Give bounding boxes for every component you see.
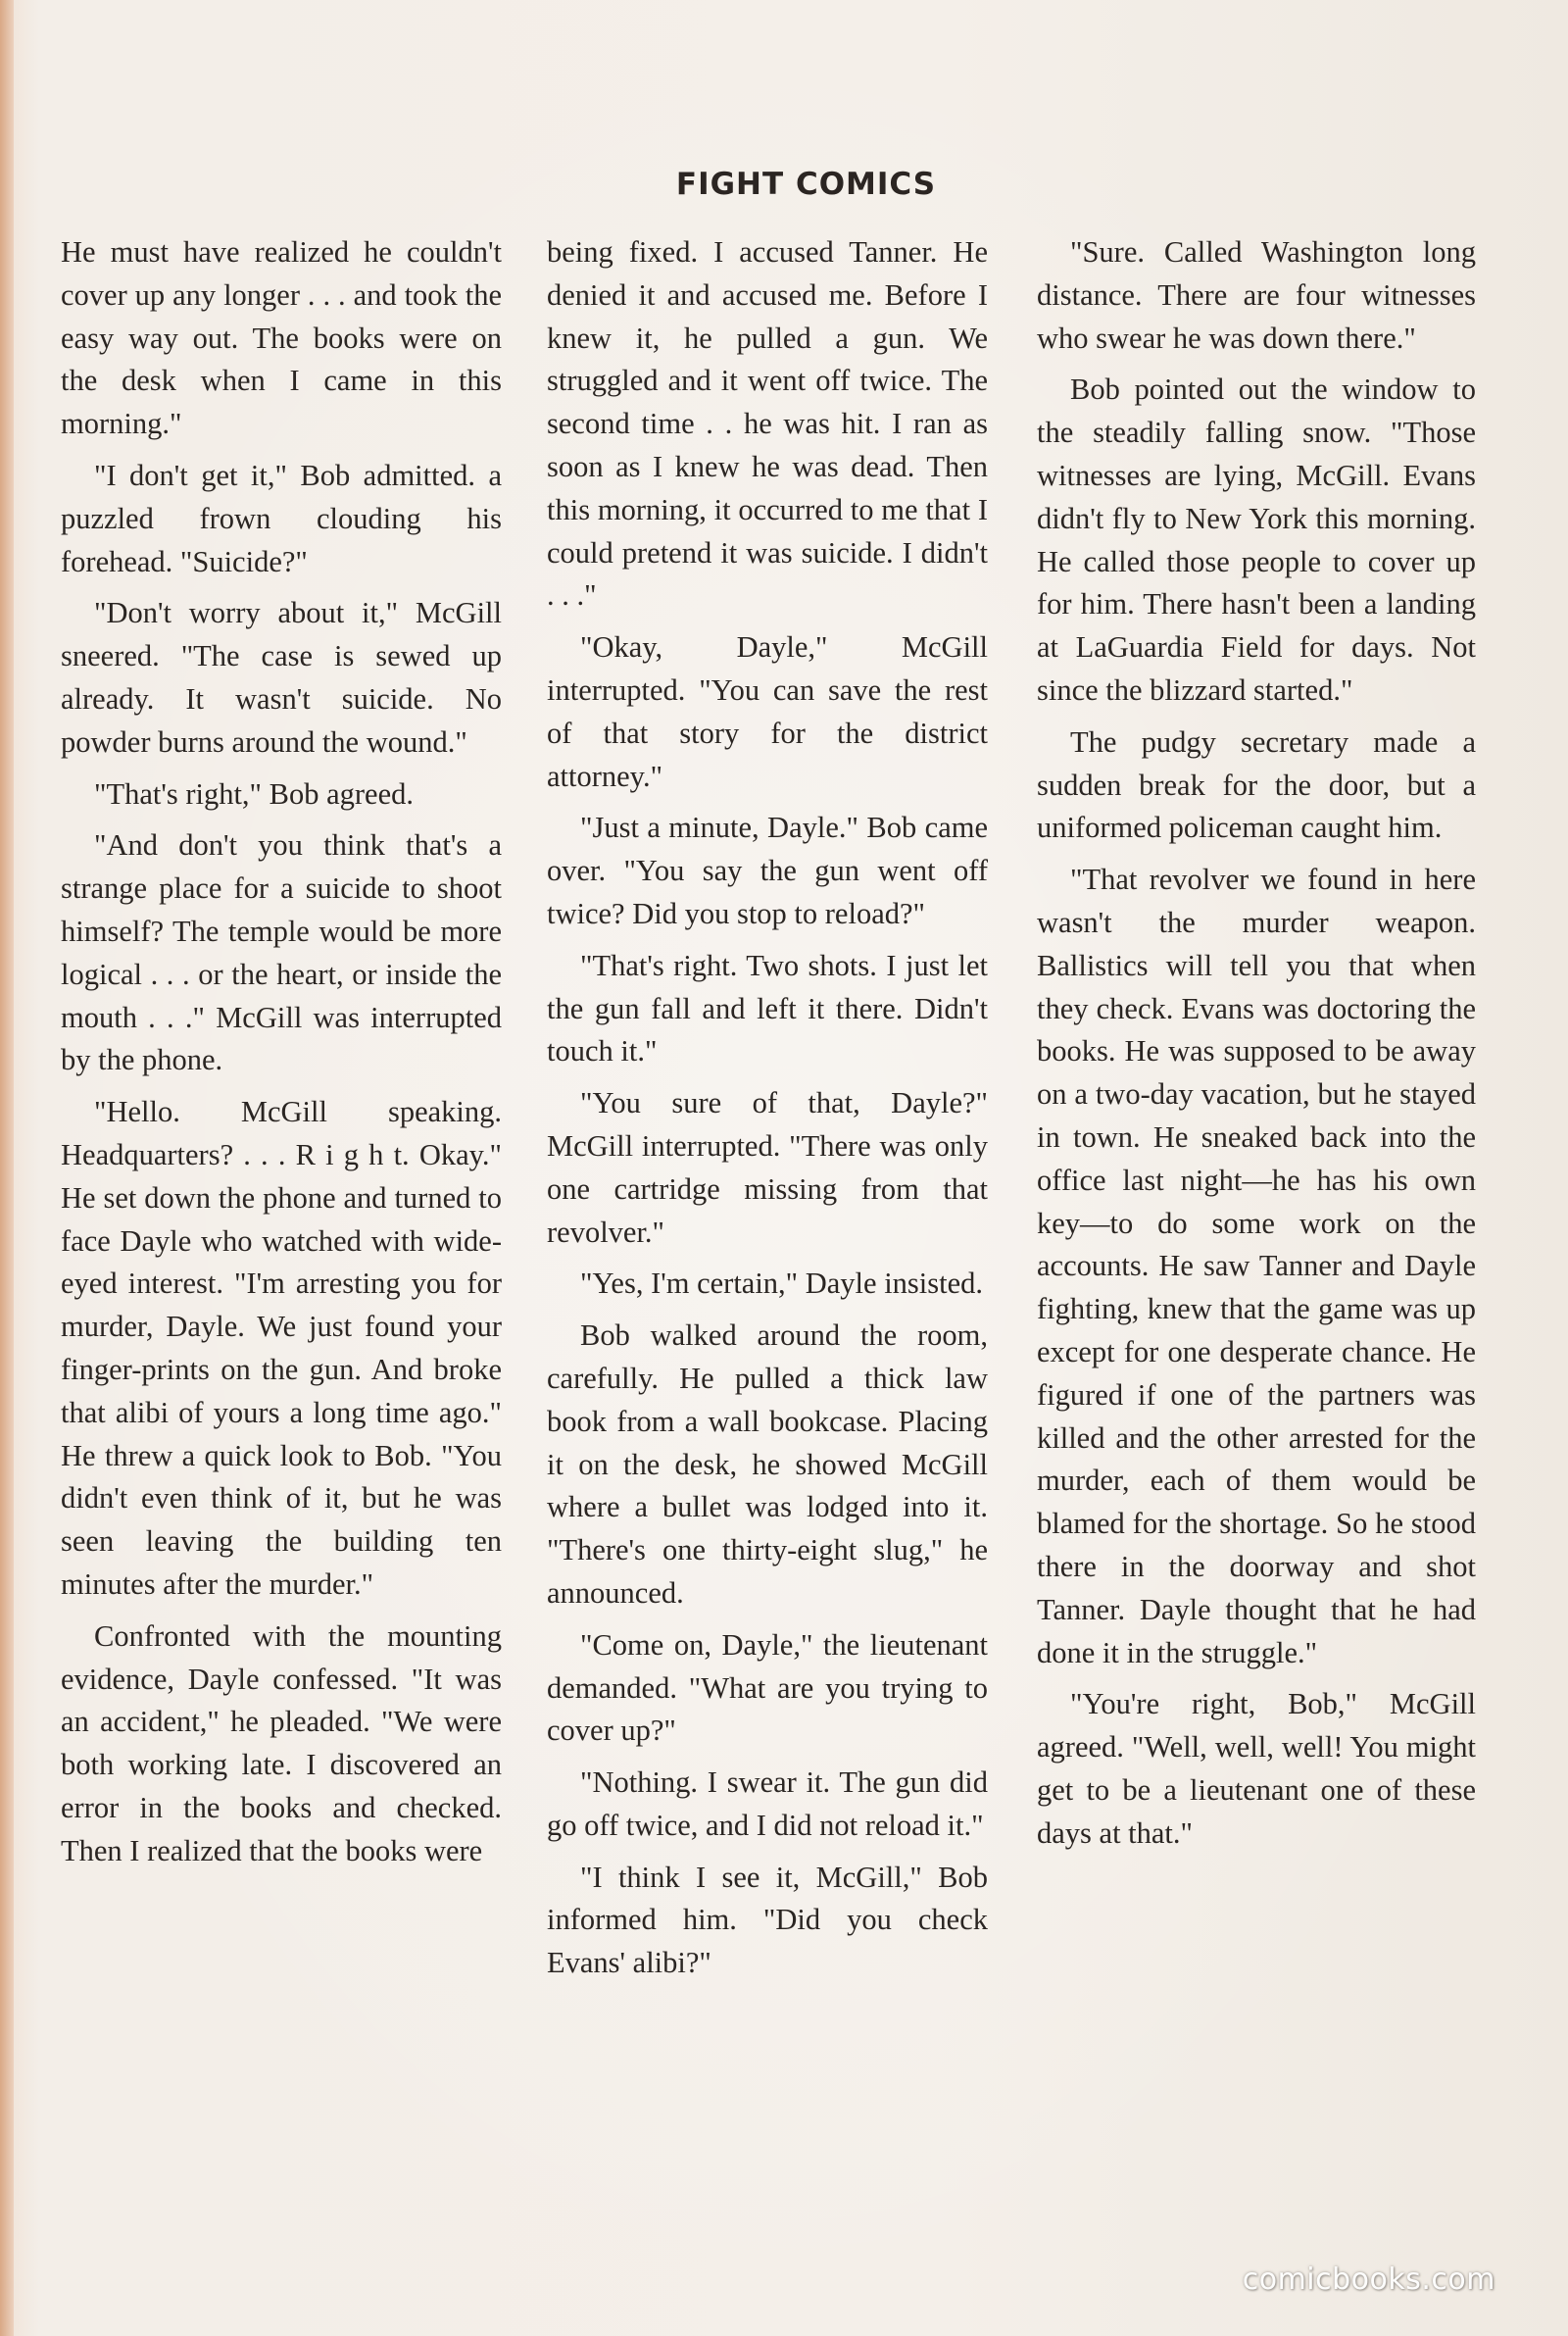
page-spine-edge [0, 0, 14, 2336]
paragraph: "I don't get it," Bob admitted. a puzzled frown clouding his forehead. "Suicide?" [61, 458, 502, 578]
paragraph: Confronted with the mounting evidence, Dayle confessed. "It was an accident," he pleaded. "We were both working late. I discovered an error in the books and checked. Then I realized that the books were [61, 1618, 502, 1867]
paragraph: "Just a minute, Dayle." Bob came over. "You say the gun went off twice? Did you stop to reload?" [547, 811, 988, 930]
paragraph: "Hello. McGill speaking. Headquarters? . . . R i g h t. Okay." He set down the phone and turned to face Dayle who watched with wide-eyed interest. "I'm arresting you for murder, Dayle. We just found your finger-prints on the gun. And broke that alibi of yours a long time ago." He threw a quick look to Bob. "You didn't even think of it, but he was seen leaving the building ten minutes after the murder." [61, 1095, 502, 1601]
paragraph: being fixed. I accused Tanner. He denied it and accused me. Before I knew it, he pulled a gun. We struggled and it went off twice. The second time . . he was hit. I ran as soon as I knew he was dead. Then this morning, it occurred to me that I could pretend it was suicide. I didn't . . ." [547, 235, 988, 613]
running-head [0, 167, 1568, 202]
paragraph: "That revolver we found in here wasn't the murder weapon. Ballistics will tell you that when they check. Evans was doctoring the books. He was supposed to be away on a two-day vacation, but he stayed in town. He sneaked back into the office last night—he has his own key—to do some work on the accounts. He saw Tanner and Dayle fighting, knew that the game was up except for one desperate chance. He figured if one of the partners was killed and the other arrested for the murder, each of them would be blamed for the shortage. So he stood there in the doorway and shot Tanner. Dayle thought that he had done it in the struggle." [1037, 863, 1476, 1669]
paragraph: "Don't worry about it," McGill sneered. "The case is sewed up already. It wasn't suicide. No powder burns around the wound." [61, 596, 502, 759]
paragraph: "Nothing. I swear it. The gun did go off twice, and I did not reload it." [547, 1765, 988, 1842]
paragraph: The pudgy secretary made a sudden break for the door, but a uniformed policeman caught him. [1037, 724, 1476, 845]
paragraph: "You sure of that, Dayle?" McGill interrupted. "There was only one cartridge missing from that revolver." [547, 1086, 988, 1249]
text-column-2 [547, 231, 988, 1994]
paragraph: "And don't you think that's a strange place for a suicide to shoot himself? The temple would be more logical . . . or the heart, or inside the mouth . . ." McGill was interrupted by the phone. [61, 828, 502, 1077]
text-column-3 [1037, 231, 1476, 1864]
paragraph: He must have realized he couldn't cover up any longer . . . and took the easy way out. The books were on the desk when I came in this morning." [61, 235, 502, 441]
paragraph: Bob walked around the room, carefully. He pulled a thick law book from a wall bookcase. Placing it on the desk, he showed McGill where a bullet was lodged into it. "There's one thirty-eight slug," he announced. [547, 1318, 988, 1610]
paragraph: "Yes, I'm certain," Dayle insisted. [580, 1267, 984, 1301]
paragraph: "Come on, Dayle," the lieutenant demanded. "What are you trying to cover up?" [547, 1627, 988, 1748]
paragraph: "That's right," Bob agreed. [94, 776, 414, 811]
text-column-1 [61, 231, 502, 1881]
paragraph: Bob pointed out the window to the steadily falling snow. "Those witnesses are lying, McGill. Evans didn't fly to New York this morning. He called those people to cover up for him. There hasn't been a landing at LaGuardia Field for days. Not since the blizzard started." [1037, 373, 1476, 707]
paragraph: "I think I see it, McGill," Bob informed him. "Did you check Evans' alibi?" [547, 1860, 988, 1980]
paragraph: "You're right, Bob," McGill agreed. "Well, well, well! You might get to be a lieutenant one of these days at that." [1037, 1687, 1476, 1850]
paragraph: "Okay, Dayle," McGill interrupted. "You can save the rest of that story for the district attorney." [547, 630, 988, 793]
paragraph: "That's right. Two shots. I just let the gun fall and left it there. Didn't touch it." [547, 948, 988, 1069]
paragraph: "Sure. Called Washington long distance. There are four witnesses who swear he was down there." [1037, 235, 1476, 355]
running-head-title: FIGHT COMICS [675, 167, 937, 202]
site-watermark: comicbooks.com [1242, 2262, 1495, 2297]
